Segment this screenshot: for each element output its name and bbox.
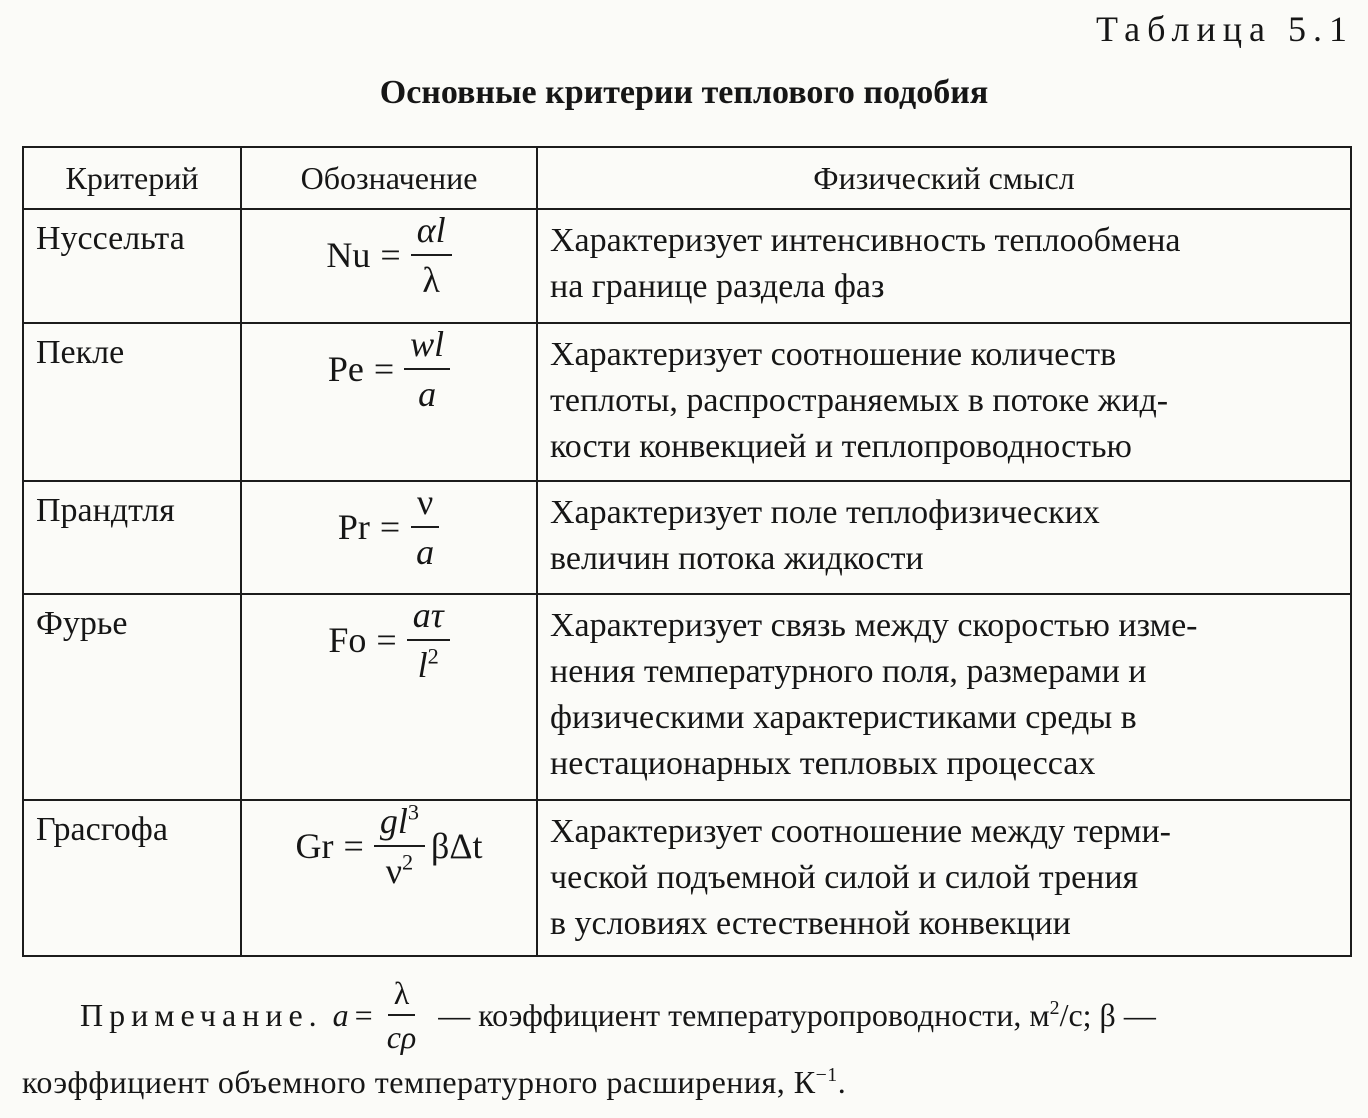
numerator: αl [411,210,452,256]
table-row [23,209,1351,323]
meaning-line: на границе раздела фаз [550,268,885,305]
note-line-1 [22,976,1352,1054]
fraction [404,324,450,414]
table-row [23,481,1351,594]
meaning-line: физическими характеристиками среды в [550,699,1137,736]
equals-sign: = [380,235,401,275]
numerator: ν [411,482,439,528]
equals-sign: = [379,507,401,547]
meaning-cell [537,323,1351,481]
denominator: cρ [386,1019,417,1055]
numerator: $gl^3$ [374,801,425,847]
criterion-name: Фурье [23,594,241,800]
table-number: Таблица 5.1 [1096,9,1354,49]
fraction [374,801,425,891]
fraction [407,595,450,685]
formula-peclet [241,323,537,481]
fraction [410,482,440,572]
meaning-line: нения температурного поля, размерами и [550,653,1147,690]
formula-symbol: Pr [337,507,370,547]
numerator: aτ [407,595,450,641]
criteria-table [22,146,1352,957]
denominator: λ [422,260,440,300]
formula-symbol: Gr [295,826,334,866]
denominator: $\nu^2$ [385,849,414,891]
note-fraction [381,976,423,1054]
formula-grashof [241,800,537,956]
meaning-line: кости конвекцией и теплопроводностью [550,428,1132,465]
criterion-name: Пекле [23,323,241,481]
criterion-name: Нуссельта [23,209,241,323]
equals-sign: = [376,620,397,660]
table-row [23,323,1351,481]
header-designation: Обозначение [241,147,537,209]
meaning-line: теплоты, распространяемых в потоке жид- [550,382,1169,419]
table-header-row [23,147,1351,209]
formula-fourier [241,594,537,800]
formula-nusselt [241,209,537,323]
table-title: Основные критерии теплового подобия [379,74,989,111]
formula-tail: βΔt [431,826,483,866]
criterion-name: Прандтля [23,481,241,594]
table-row [23,594,1351,800]
meaning-cell [537,800,1351,956]
note-line-2: коэффициент объемного температурного расширения, $К^{-1}$. [22,1064,847,1100]
header-meaning: Физический смысл [537,147,1351,209]
meaning-line: в условиях естественной конвекции [550,905,1071,942]
meaning-line: Характеризует связь между скоростью изме- [550,607,1198,644]
meaning-line: величин потока жидкости [550,540,924,577]
meaning-line: Характеризует интенсивность теплообмена [550,222,1181,259]
table-note [22,976,1352,1110]
fraction [411,210,452,300]
formula-symbol: Fo [328,620,367,660]
equals-sign: = [343,826,364,866]
denominator: $l^2$ [417,643,439,685]
meaning-line: Характеризует поле теплофизических [550,494,1100,531]
meaning-line: Характеризует соотношение между терми- [550,813,1171,850]
table-row [23,800,1351,956]
meaning-line: нестационарных тепловых процессах [550,745,1096,782]
meaning-line: Характеризует соотношение количеств [550,336,1117,373]
denominator: a [416,532,435,572]
meaning-cell [537,209,1351,323]
formula-symbol: Pe [327,349,364,389]
numerator: λ [388,976,416,1016]
numerator: wl [404,324,450,370]
header-criterion: Критерий [23,147,241,209]
formula-prandtl [241,481,537,594]
denominator: a [418,374,437,414]
note-text-1: — коэффициент температуропроводности, $м^2/с$; β — [438,997,1156,1033]
meaning-cell [537,481,1351,594]
note-label: Примечание. [80,997,323,1033]
note-symbol: a [332,997,349,1033]
formula-symbol: Nu [326,235,371,275]
equals-sign: = [354,997,373,1033]
meaning-line: ческой подъемной силой и силой трения [550,859,1139,896]
meaning-cell [537,594,1351,800]
equals-sign: = [373,349,395,389]
criterion-name: Грасгофа [23,800,241,956]
